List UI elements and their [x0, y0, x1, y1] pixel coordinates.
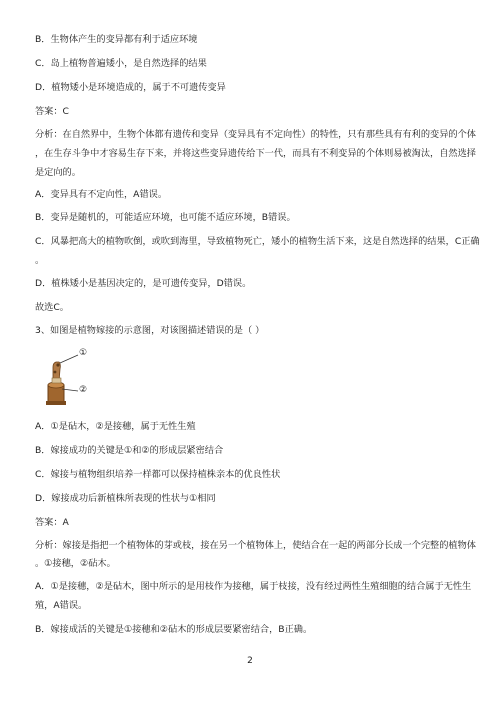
option-line: C．嫁接与植物组织培养一样都可以保持植株亲本的优良性状 [35, 469, 281, 480]
option-line: B．变异是随机的，可能适应环境，也可能不适应环境，B错误。 [35, 212, 296, 223]
answer-line: 答案：A [35, 517, 69, 528]
text-line: D．植物矮小是环境造成的，属于不可遗传变异 [35, 82, 226, 93]
analysis-line: 是定向的。 [35, 167, 81, 178]
option-line: B．嫁接成功的关键是①和②的形成层紧密结合 [35, 445, 224, 456]
option-line: A．①是接穗，②是砧木，图中所示的是用枝作为接穗，属于枝接，没有经过两性生殖细胞的结合属于无性生 [35, 581, 472, 592]
option-line: A．①是砧木，②是接穗，属于无性生殖 [35, 421, 196, 432]
answer-line: 答案：C [35, 106, 69, 117]
option-line: 。 [35, 255, 45, 266]
conclusion-line: 故选C。 [35, 302, 69, 313]
question-title: 3、如图是植物嫁接的示意图，对该图描述错误的是（ ） [35, 325, 265, 336]
grafting-diagram [40, 345, 100, 407]
text-line: C．岛上植物普遍矮小，是自然选择的结果 [35, 58, 207, 69]
analysis-line: 。①接穗，②砧木。 [35, 558, 116, 569]
text-line: B．生物体产生的变异都有利于适应环境 [35, 34, 198, 45]
option-line: 殖，A错误。 [35, 600, 88, 611]
analysis-line: ，在生存斗争中才容易生存下来，并将这些变异遗传给下一代，而具有不利变异的个体则易被淘汰，自然选择 [35, 148, 476, 159]
page-number: 2 [247, 656, 253, 666]
option-line: D．嫁接成功后新植株所表现的性状与①相同 [35, 493, 216, 504]
option-line: B．嫁接成活的关键是①接穗和②砧木的形成层要紧密结合，B正确。 [35, 624, 313, 635]
label-two: ② [79, 385, 88, 395]
option-line: A．变异具有不定向性，A错误。 [35, 189, 168, 200]
analysis-line: 分析：在自然界中，生物个体都有遗传和变异（变异具有不定向性）的特性，只有那些具有有利的变异的个体 [35, 129, 476, 140]
analysis-line: 分析：嫁接是指把一个植物体的芽或枝，接在另一个植物体上，使结合在一起的两部分长成一个完整的植物体 [35, 540, 476, 551]
option-line: D．植株矮小是基因决定的，是可遗传变异，D错误。 [35, 278, 252, 289]
label-one: ① [79, 348, 88, 358]
option-line: C．风暴把高大的植物吹倒，或吹到海里，导致植物死亡，矮小的植物生活下来，这是自然选择的结果，C正确 [35, 236, 480, 247]
